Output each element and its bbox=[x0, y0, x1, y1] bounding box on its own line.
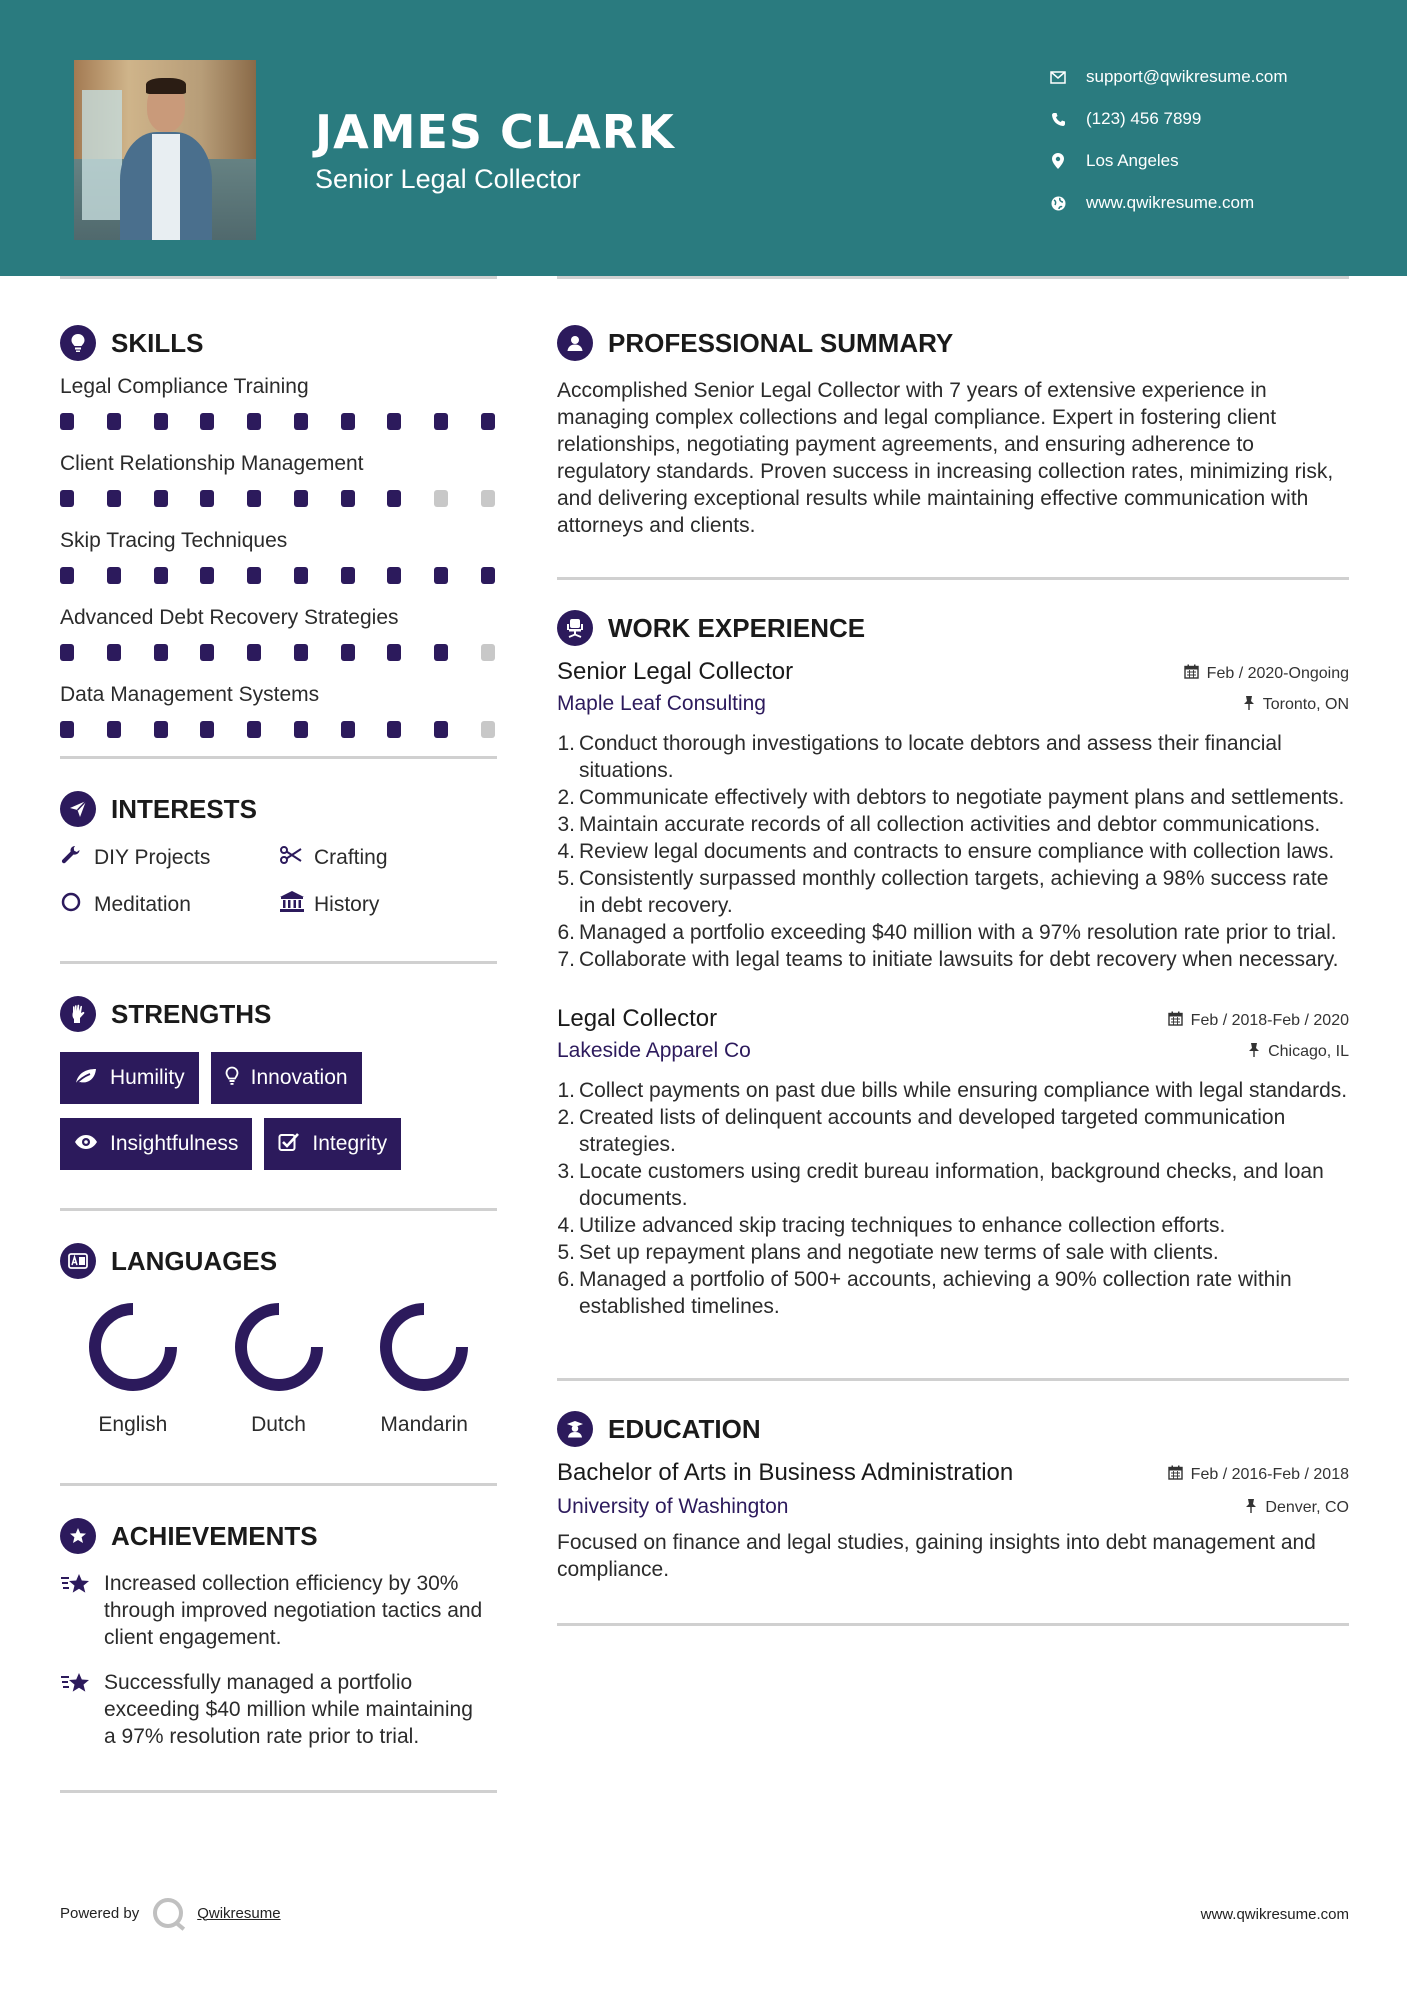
summary-title: PROFESSIONAL SUMMARY bbox=[608, 327, 954, 358]
skill-dot-filled bbox=[387, 413, 401, 430]
globe-icon bbox=[1050, 195, 1066, 211]
school-name: University of Washington bbox=[557, 1495, 789, 1518]
skill-dot-filled bbox=[154, 490, 168, 507]
skills-title: SKILLS bbox=[111, 327, 204, 358]
check-square-icon bbox=[278, 1132, 300, 1157]
star-icon bbox=[60, 1572, 94, 1651]
skill-dot-filled bbox=[341, 567, 355, 584]
skills-list bbox=[60, 375, 497, 738]
job-bullets bbox=[557, 730, 1349, 973]
skill-dot-filled bbox=[341, 644, 355, 661]
job-bullet: 4. Review legal documents and contracts to ensure compliance with collection laws. bbox=[557, 840, 1335, 863]
divider bbox=[557, 577, 1349, 580]
job-bullet: 2. Created lists of delinquent accounts and developed targeted communication strategies. bbox=[557, 1106, 1286, 1156]
language-level-arc bbox=[95, 1309, 171, 1385]
skill-dot-filled bbox=[200, 413, 214, 430]
languages-header bbox=[60, 1243, 497, 1279]
skill-rating bbox=[60, 567, 497, 584]
language-level-arc bbox=[241, 1309, 317, 1385]
education-title: EDUCATION bbox=[608, 1413, 761, 1444]
skill-dot-filled bbox=[387, 567, 401, 584]
graduate-icon bbox=[557, 1411, 593, 1447]
powered-by-text: Powered by bbox=[60, 1904, 140, 1922]
right-column bbox=[557, 276, 1349, 1626]
strengths-header bbox=[60, 996, 497, 1032]
skill-dot-filled bbox=[387, 644, 401, 661]
bank-icon bbox=[280, 891, 302, 919]
calendar-icon bbox=[1168, 1011, 1183, 1030]
resume-header bbox=[0, 0, 1407, 276]
skill-dot-filled bbox=[481, 413, 495, 430]
skill-dot-empty bbox=[434, 490, 448, 507]
job-bullet: 4. Utilize advanced skip tracing techniques to enhance collection efforts. bbox=[557, 1214, 1226, 1237]
language-item bbox=[206, 1299, 352, 1437]
phone-icon bbox=[1050, 111, 1066, 127]
education-location: Denver, CO bbox=[1245, 1498, 1349, 1517]
skill-name: Advanced Debt Recovery Strategies bbox=[60, 606, 399, 629]
job-bullet: 5. Consistently surpassed monthly collection targets, achieving a 98% success rate in debt recovery. bbox=[557, 867, 1329, 917]
summary-header bbox=[557, 325, 1349, 361]
skill-dot-filled bbox=[60, 721, 74, 738]
interest-item: DIY Projects bbox=[60, 845, 280, 871]
skill-dot-filled bbox=[341, 721, 355, 738]
skill-dot-filled bbox=[387, 721, 401, 738]
interest-item: History bbox=[280, 891, 497, 919]
language-item bbox=[351, 1299, 497, 1437]
strength-chip: Humility bbox=[60, 1052, 199, 1104]
skill-dot-filled bbox=[60, 490, 74, 507]
language-label: Dutch bbox=[251, 1413, 306, 1436]
languages-title: LANGUAGES bbox=[111, 1245, 278, 1276]
qwikresume-logo-icon bbox=[153, 1898, 183, 1928]
strengths-title: STRENGTHS bbox=[111, 998, 272, 1029]
education-dates: Feb / 2016-Feb / 2018 bbox=[1168, 1465, 1349, 1484]
job-bullet: 5. Set up repayment plans and negotiate new terms of sale with clients. bbox=[557, 1241, 1219, 1264]
skill-dot-filled bbox=[200, 567, 214, 584]
language-icon bbox=[60, 1243, 96, 1279]
strength-chip: Innovation bbox=[211, 1052, 362, 1104]
skill-dot-filled bbox=[107, 413, 121, 430]
interest-item: Meditation bbox=[60, 891, 280, 919]
skill-dot-filled bbox=[247, 644, 261, 661]
eye-icon bbox=[74, 1134, 98, 1155]
skill-name: Skip Tracing Techniques bbox=[60, 529, 288, 552]
job-bullet: 6. Managed a portfolio of 500+ accounts, achieving a 90% collection rate within established timelines. bbox=[557, 1268, 1292, 1318]
education-entry bbox=[557, 1459, 1349, 1583]
language-label: English bbox=[98, 1413, 168, 1436]
candidate-name: JAMES CLARK bbox=[315, 105, 675, 159]
experience-title: WORK EXPERIENCE bbox=[608, 612, 866, 643]
divider bbox=[557, 276, 1349, 279]
skill-dot-filled bbox=[294, 413, 308, 430]
user-icon bbox=[557, 325, 593, 361]
qwikresume-link[interactable]: Qwikresume bbox=[197, 1904, 281, 1922]
skill-dot-filled bbox=[154, 721, 168, 738]
contact-website[interactable]: www.qwikresume.com bbox=[1050, 182, 1380, 224]
skill-dot-filled bbox=[107, 490, 121, 507]
job-company: Maple Leaf Consulting bbox=[557, 692, 766, 715]
skill-dot-empty bbox=[481, 644, 495, 661]
job-bullets bbox=[557, 1077, 1349, 1320]
skill-rating bbox=[60, 490, 497, 507]
skill-dot-filled bbox=[434, 413, 448, 430]
envelope-icon bbox=[1050, 69, 1066, 85]
skill-dot-filled bbox=[154, 567, 168, 584]
education-header bbox=[557, 1411, 1349, 1447]
skill-dot-filled bbox=[294, 567, 308, 584]
job-title: Legal Collector bbox=[557, 1005, 718, 1032]
experience-header bbox=[557, 610, 1349, 646]
skill-dot-filled bbox=[200, 721, 214, 738]
divider bbox=[60, 1483, 497, 1486]
job-bullet: 6. Managed a portfolio exceeding $40 million with a 97% resolution rate prior to trial. bbox=[557, 921, 1337, 944]
scissors-icon bbox=[280, 846, 302, 870]
calendar-icon bbox=[1168, 1465, 1183, 1484]
skill-dot-filled bbox=[434, 644, 448, 661]
interests-header bbox=[60, 791, 497, 827]
skill-dot-filled bbox=[247, 567, 261, 584]
raised-fist-icon bbox=[60, 996, 96, 1032]
achievements-title: ACHIEVEMENTS bbox=[111, 1520, 318, 1551]
job-entry bbox=[557, 658, 1349, 973]
job-bullet: 1. Collect payments on past due bills while ensuring compliance with legal standards. bbox=[557, 1079, 1348, 1102]
skill-dot-filled bbox=[60, 413, 74, 430]
interest-item: Crafting bbox=[280, 845, 497, 871]
star-badge-icon bbox=[60, 1518, 96, 1554]
interests-list bbox=[60, 845, 497, 919]
skill-dot-filled bbox=[341, 490, 355, 507]
skill-dot-filled bbox=[341, 413, 355, 430]
skill-dot-filled bbox=[107, 567, 121, 584]
skill-dot-filled bbox=[60, 567, 74, 584]
skill-rating bbox=[60, 644, 497, 661]
skill-rating bbox=[60, 413, 497, 430]
summary-text: Accomplished Senior Legal Collector with 7 years of extensive experience in managing complex collections and legal compliance. Expert in fostering client relationships, negotiating payment agreements, and ensuring adherence to regulatory standards. Proven success in increasing collection rates, minimizing risk, and delivering exceptional results while maintaining effective communication with attorneys and clients. bbox=[557, 379, 1334, 537]
divider bbox=[557, 1378, 1349, 1381]
language-level-arc bbox=[386, 1309, 462, 1385]
contact-email[interactable]: support@qwikresume.com bbox=[1050, 56, 1380, 98]
contact-phone[interactable]: (123) 456 7899 bbox=[1050, 98, 1380, 140]
achievement-item: Increased collection efficiency by 30% through improved negotiation tactics and client engagement. bbox=[60, 1570, 497, 1651]
job-bullet: 1. Conduct thorough investigations to locate debtors and assess their financial situations. bbox=[557, 732, 1282, 782]
skill-dot-filled bbox=[387, 490, 401, 507]
skill-dot-filled bbox=[247, 413, 261, 430]
skill-dot-empty bbox=[481, 490, 495, 507]
job-bullet: 7. Collaborate with legal teams to initiate lawsuits for debt recovery when necessary. bbox=[557, 948, 1339, 971]
skill-dot-filled bbox=[294, 644, 308, 661]
circle-icon bbox=[60, 892, 82, 918]
divider bbox=[60, 276, 497, 279]
job-location: Chicago, IL bbox=[1248, 1042, 1349, 1061]
pushpin-icon bbox=[1248, 1042, 1260, 1061]
wrench-icon bbox=[60, 845, 82, 871]
strength-chip: Insightfulness bbox=[60, 1118, 252, 1170]
lightbulb-icon bbox=[60, 325, 96, 361]
divider bbox=[60, 1208, 497, 1211]
languages-list bbox=[60, 1299, 497, 1437]
job-title: Senior Legal Collector bbox=[557, 658, 794, 685]
job-location: Toronto, ON bbox=[1243, 695, 1349, 714]
job-dates: Feb / 2018-Feb / 2020 bbox=[1168, 1011, 1349, 1030]
achievement-item: Successfully managed a portfolio exceeding $40 million while maintaining a 97% resolution rate prior to trial. bbox=[60, 1669, 497, 1750]
footer-powered-by bbox=[60, 1898, 281, 1928]
footer-url[interactable]: www.qwikresume.com bbox=[1200, 1906, 1349, 1923]
degree-title: Bachelor of Arts in Business Administration bbox=[557, 1459, 1014, 1486]
skill-dot-filled bbox=[247, 721, 261, 738]
skill-dot-filled bbox=[60, 644, 74, 661]
job-dates: Feb / 2020-Ongoing bbox=[1184, 664, 1349, 683]
candidate-title: Senior Legal Collector bbox=[315, 164, 581, 194]
skill-dot-filled bbox=[200, 644, 214, 661]
strength-chip: Integrity bbox=[264, 1118, 401, 1170]
skill-dot-filled bbox=[154, 644, 168, 661]
job-bullet: 3. Maintain accurate records of all collection activities and debtor communications. bbox=[557, 813, 1321, 836]
skill-rating bbox=[60, 721, 497, 738]
skill-dot-filled bbox=[107, 644, 121, 661]
job-bullet: 2. Communicate effectively with debtors to negotiate payment plans and settlements. bbox=[557, 786, 1345, 809]
paper-plane-icon bbox=[60, 791, 96, 827]
skills-header bbox=[60, 325, 497, 361]
job-entry bbox=[557, 1005, 1349, 1320]
skill-name: Legal Compliance Training bbox=[60, 375, 309, 398]
star-icon bbox=[60, 1671, 94, 1750]
lightbulb-icon bbox=[225, 1066, 239, 1091]
language-label: Mandarin bbox=[380, 1413, 468, 1436]
skill-dot-empty bbox=[481, 721, 495, 738]
skill-dot-filled bbox=[247, 490, 261, 507]
skill-dot-filled bbox=[434, 721, 448, 738]
left-column bbox=[60, 276, 497, 1793]
language-item bbox=[60, 1299, 206, 1437]
achievements-header bbox=[60, 1518, 497, 1554]
job-bullet: 3. Locate customers using credit bureau information, background checks, and loan documents. bbox=[557, 1160, 1324, 1210]
strengths-list bbox=[60, 1052, 497, 1170]
divider bbox=[60, 1790, 497, 1793]
skill-name: Data Management Systems bbox=[60, 683, 320, 706]
divider bbox=[60, 756, 497, 759]
skill-dot-filled bbox=[294, 721, 308, 738]
calendar-icon bbox=[1184, 664, 1199, 683]
interests-title: INTERESTS bbox=[111, 793, 257, 824]
skill-dot-filled bbox=[200, 490, 214, 507]
skill-dot-filled bbox=[154, 413, 168, 430]
language-ring bbox=[85, 1299, 181, 1395]
pushpin-icon bbox=[1245, 1498, 1257, 1517]
profile-photo bbox=[74, 60, 256, 240]
skill-dot-filled bbox=[434, 567, 448, 584]
pushpin-icon bbox=[1243, 695, 1255, 714]
office-chair-icon bbox=[557, 610, 593, 646]
skill-dot-filled bbox=[107, 721, 121, 738]
job-company: Lakeside Apparel Co bbox=[557, 1039, 751, 1062]
contact-list bbox=[1050, 56, 1380, 224]
skill-dot-filled bbox=[294, 490, 308, 507]
language-ring bbox=[376, 1299, 472, 1395]
divider bbox=[557, 1623, 1349, 1626]
contact-location: Los Angeles bbox=[1050, 140, 1380, 182]
divider bbox=[60, 961, 497, 964]
leaf-icon bbox=[74, 1067, 98, 1090]
skill-name: Client Relationship Management bbox=[60, 452, 364, 475]
map-pin-icon bbox=[1050, 153, 1066, 169]
language-ring bbox=[231, 1299, 327, 1395]
skill-dot-filled bbox=[481, 567, 495, 584]
education-description: Focused on finance and legal studies, gaining insights into debt management and compliance. bbox=[557, 1531, 1316, 1581]
